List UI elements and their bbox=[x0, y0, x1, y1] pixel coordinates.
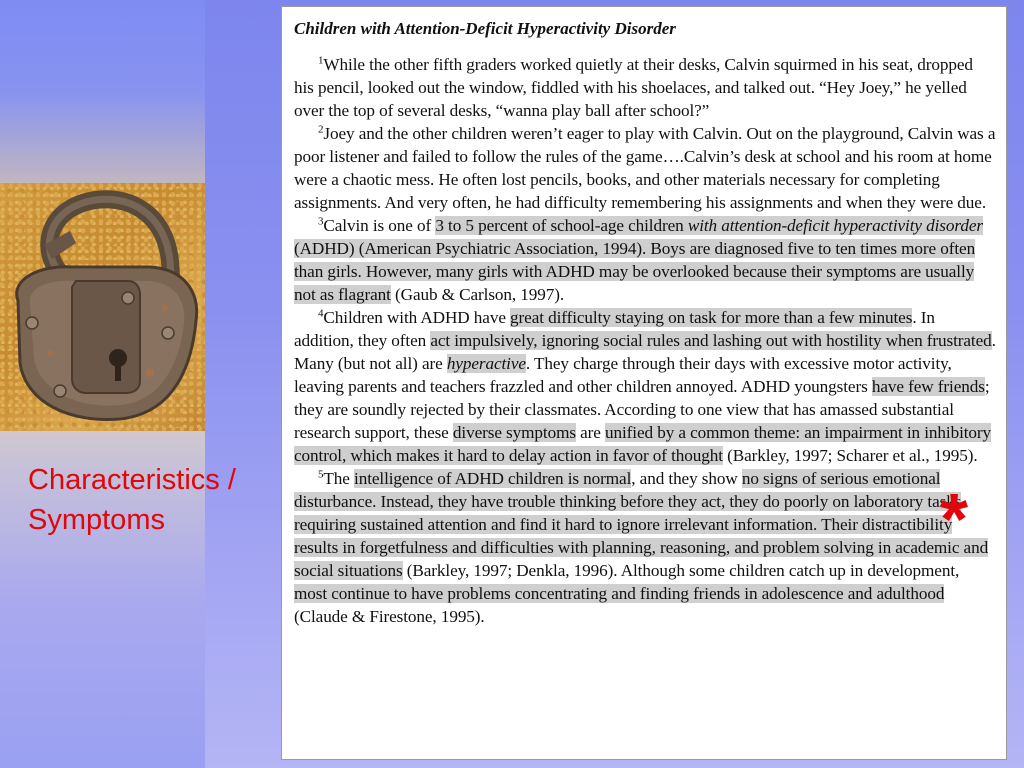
padlock-icon bbox=[0, 183, 205, 431]
highlighted-text: diverse symptoms bbox=[452, 423, 576, 442]
paragraph-2 bbox=[294, 122, 996, 214]
text-segment: Calvin is one of bbox=[323, 216, 436, 235]
paragraph-number: 3 bbox=[318, 215, 324, 228]
text-segment: . In addition, they often bbox=[294, 308, 935, 350]
highlighted-text: 3 to 5 percent of school-age children bbox=[435, 216, 688, 235]
document-scan bbox=[281, 6, 1007, 760]
highlighted-text: hyperactive bbox=[446, 354, 526, 373]
text-segment: Joey and the other children weren’t eager to play with Calvin. Out on the playground, Calvin was a poor listener and failed to follow the rules of the game….Calvin’s desk at school and his room at home were a chaotic mess. He often lost pencils, books, and other materials necessary for completing assignments. And very often, he had difficulty remembering his assignments and when they were due. bbox=[294, 124, 996, 212]
paragraph-5 bbox=[294, 467, 996, 628]
highlighted-text: (ADHD) (American Psychiatric Association, 1994). Boys are diagnosed five to ten times more often than girls. However, many girls with ADHD may be overlooked because their symptoms are usually not as flagrant bbox=[294, 239, 976, 304]
text-segment: (Gaub & Carlson, 1997). bbox=[390, 285, 565, 304]
slide-title: Characteristics / Symptoms bbox=[28, 464, 236, 536]
paragraph-number: 5 bbox=[318, 468, 324, 481]
paragraph-1 bbox=[294, 53, 996, 122]
text-segment: (Barkley, 1997; Scharer et al., 1995). bbox=[722, 446, 978, 465]
text-segment: (Barkley, 1997; Denkla, 1996). Although some children catch up in development, bbox=[402, 561, 960, 580]
text-segment: The bbox=[323, 469, 355, 488]
text-segment: (Claude & Firestone, 1995). bbox=[294, 607, 485, 626]
highlighted-text: most continue to have problems concentrating and finding friends in adolescence and adulthood bbox=[294, 584, 945, 603]
highlighted-text: have few friends bbox=[871, 377, 985, 396]
highlighted-text: intelligence of ADHD children is normal bbox=[354, 469, 632, 488]
paragraph-3 bbox=[294, 214, 996, 306]
text-segment: , and they show bbox=[631, 469, 742, 488]
text-segment: are bbox=[575, 423, 606, 442]
document-title: Children with Attention-Deficit Hyperactivity Disorder bbox=[294, 19, 676, 38]
document-body bbox=[294, 53, 996, 628]
paragraph-number: 1 bbox=[318, 54, 324, 67]
text-segment: Children with ADHD have bbox=[323, 308, 511, 327]
highlighted-text: great difficulty staying on task for more than a few minutes bbox=[510, 308, 913, 327]
highlighted-text: no signs of serious emotional disturbance. Instead, they have trouble thinking before they act, they do poorly on laboratory tasks requiring sustained attention and find it hard to ignore irrelevant information. Their distractibility results in forgetfulness and difficulties with planning, reasoning, and problem solving in academic and social situations bbox=[294, 469, 989, 580]
highlighted-text: unified by a common theme: an impairment in inhibitory control, which makes it hard to delay action in favor of thought bbox=[294, 423, 992, 465]
paragraph-4 bbox=[294, 306, 996, 467]
asterisk-marker: * bbox=[940, 480, 969, 560]
paragraph-number: 2 bbox=[318, 123, 324, 136]
highlighted-text: act impulsively, ignoring social rules and lashing out with hostility when frustrated bbox=[430, 331, 992, 350]
paragraph-number: 4 bbox=[318, 307, 324, 320]
padlock-photo bbox=[0, 183, 205, 431]
highlighted-text: with attention-deficit hyperactivity disorder bbox=[687, 216, 983, 235]
text-segment: . They charge through their days with excessive motor activity, leaving parents and teachers frazzled and other children annoyed. ADHD youngsters bbox=[294, 354, 952, 396]
text-segment: . Many (but not all) are bbox=[294, 331, 996, 373]
text-segment: While the other fifth graders worked quietly at their desks, Calvin squirmed in his seat, dropped his pencil, looked out the window, fiddled with his shoelaces, and talked out. “Hey Joey,” he yelled over the top of several desks, “wanna play ball after school?” bbox=[294, 55, 973, 120]
text-segment: ; they are soundly rejected by their classmates. According to one view that has amassed substantial research support, these bbox=[294, 377, 990, 442]
